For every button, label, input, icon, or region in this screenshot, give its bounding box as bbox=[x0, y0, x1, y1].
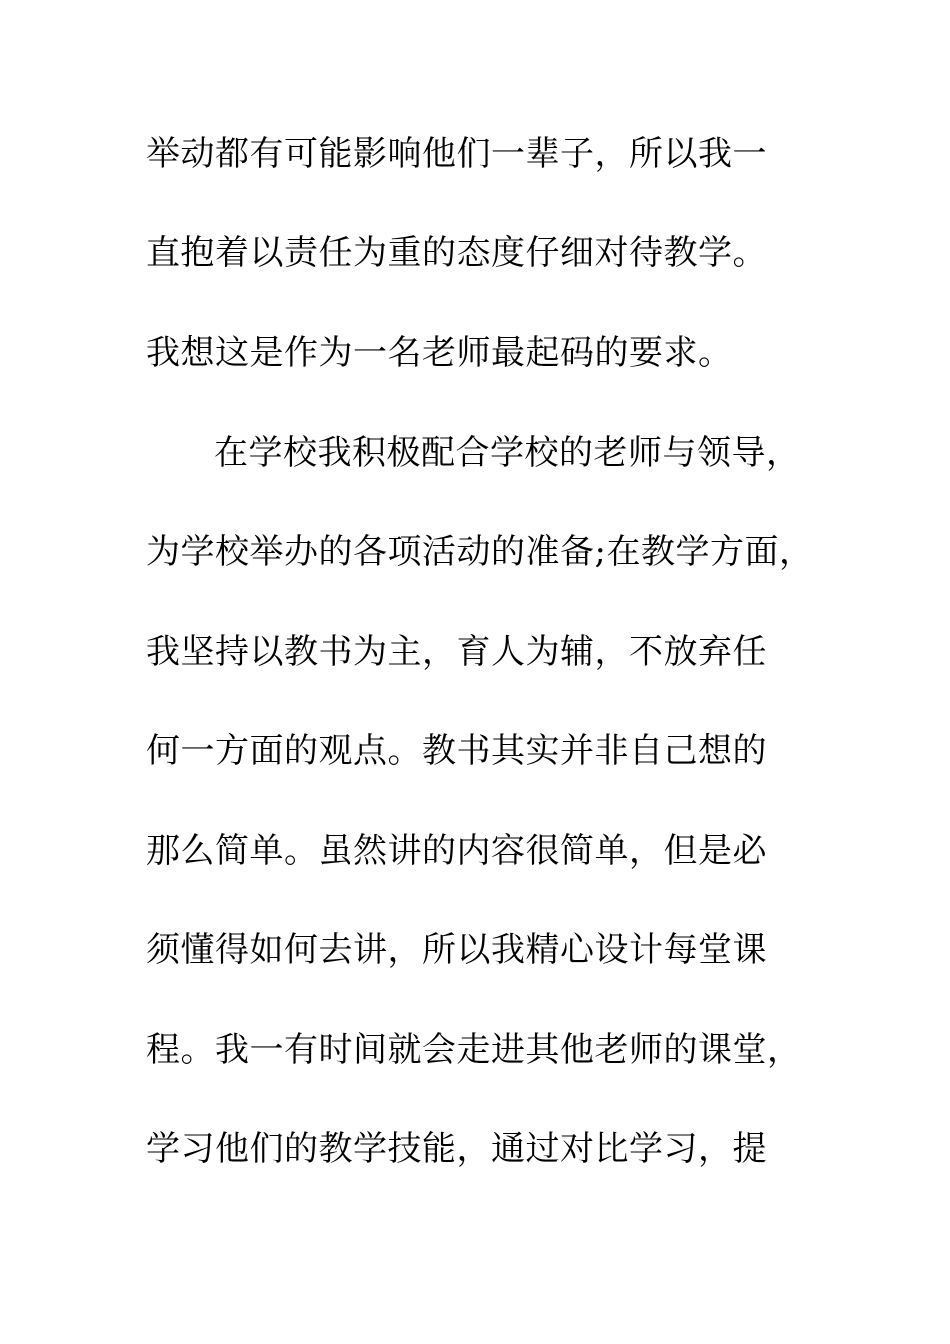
text-line-7: 何一方面的观点。教书其实并非自己想的 bbox=[146, 731, 767, 771]
text-line-5: 为学校举办的各项活动的准备;在教学方面， bbox=[146, 532, 814, 572]
text-line-1: 举动都有可能影响他们一辈子，所以我一 bbox=[146, 134, 767, 174]
text-line-2: 直抱着以责任为重的态度仔细对待教学。 bbox=[146, 233, 767, 273]
text-line-11: 学习他们的教学技能，通过对比学习，提 bbox=[146, 1129, 767, 1169]
text-line-3: 我想这是作为一名老师最起码的要求。 bbox=[146, 333, 733, 373]
text-line-9: 须懂得如何去讲，所以我精心设计每堂课 bbox=[146, 930, 767, 970]
text-line-8: 那么简单。虽然讲的内容很简单，但是必 bbox=[146, 831, 767, 871]
paragraph-start-line: 在学校我积极配合学校的老师与领导， bbox=[214, 433, 801, 473]
text-line-6: 我坚持以教书为主，育人为辅，不放弃任 bbox=[146, 632, 767, 672]
text-line-10: 程。我一有时间就会走进其他老师的课堂， bbox=[146, 1030, 802, 1070]
